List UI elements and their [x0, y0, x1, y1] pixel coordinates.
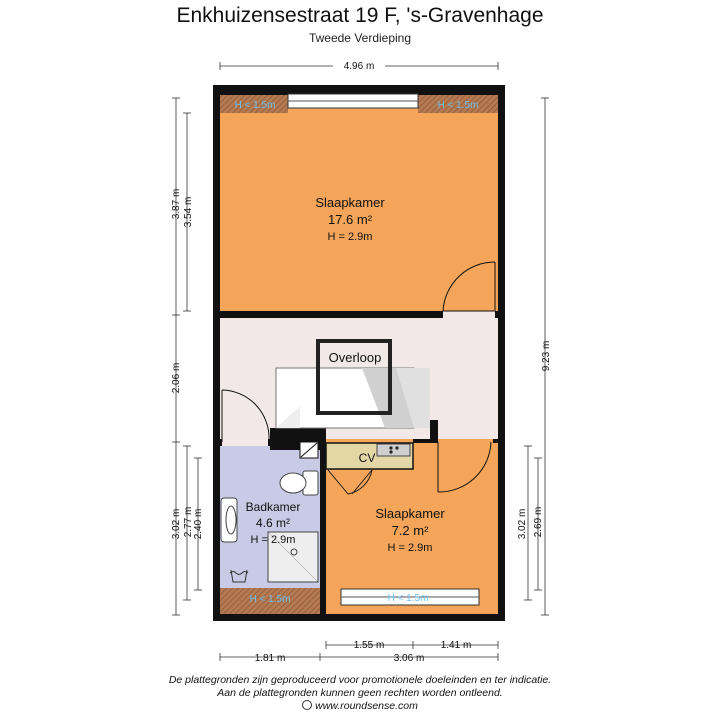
bedroom-small-name: Slaapkamer: [375, 506, 445, 521]
dim-left-top-outer: 3.87 m: [171, 188, 182, 220]
cv-label: CV: [358, 451, 376, 465]
dim-bottom-right: 3.06 m: [393, 653, 425, 664]
dim-bottom-left: 1.81 m: [254, 653, 286, 664]
dim-bottom-inner-right: 1.41 m: [440, 640, 472, 651]
wall-bathroom-bedroom: [320, 446, 326, 614]
dim-bottom-inner-left: 1.55 m: [353, 640, 385, 651]
disclaimer-line-1: De plattegronden zijn geproduceerd voor promotionele doeleinden en ter indicatie.: [168, 674, 552, 686]
bathroom-height: H = 2.9m: [250, 534, 296, 546]
bedroom-small-area: 7.2 m²: [391, 523, 429, 538]
sink: [221, 498, 237, 542]
low-height-top-left: H < 1.5m: [234, 100, 276, 111]
bedroom-large-height: H = 2.9m: [327, 231, 373, 243]
low-height-bottom-left: H < 1.5m: [249, 594, 291, 605]
door-gap-bedroom: [443, 311, 495, 318]
dim-left-bottom-inner: 2.40 m: [193, 508, 204, 540]
dim-left-bottom-outer: 3.02 m: [171, 508, 182, 540]
cv-boiler: [377, 444, 410, 456]
disclaimer: [0, 674, 720, 713]
dim-right-bottom-inner: 2.69 m: [533, 506, 544, 538]
bathroom-area: 4.6 m²: [255, 516, 291, 530]
bedroom-large-area: 17.6 m²: [327, 212, 373, 227]
dim-top-width: 4.96 m: [343, 61, 375, 72]
bedroom-large-name: Slaapkamer: [315, 195, 385, 210]
bedroom-small-height: H = 2.9m: [387, 542, 433, 554]
landing-name: Overloop: [328, 350, 382, 365]
door-gap-bathroom: [222, 439, 268, 446]
disclaimer-line-2: Aan de plattegronden kunnen geen rechten worden ontleend.: [217, 687, 503, 699]
door-gap-bedroom-small: [438, 439, 493, 443]
dim-left-top-inner: 3.54 m: [183, 196, 194, 228]
dim-left-middle: 2.06 m: [171, 362, 182, 394]
floor-subtitle: Tweede Verdieping: [308, 31, 412, 45]
website-line: [0, 700, 720, 713]
globe-icon: [302, 700, 312, 710]
page-title: Enkhuizensestraat 19 F, 's-Gravenhage: [176, 4, 544, 27]
bathroom-name: Badkamer: [245, 500, 301, 514]
toilet: [280, 471, 318, 495]
low-height-bottom-right: H < 1.5m: [387, 593, 429, 604]
dim-right-bottom-outer: 3.02 m: [517, 508, 528, 540]
dim-left-bottom-mid: 2.77 m: [183, 506, 194, 538]
low-height-top-right: H < 1.5m: [437, 100, 479, 111]
website-url[interactable]: www.roundsense.com: [315, 700, 418, 712]
dim-right-total: 9.23 m: [541, 340, 552, 372]
